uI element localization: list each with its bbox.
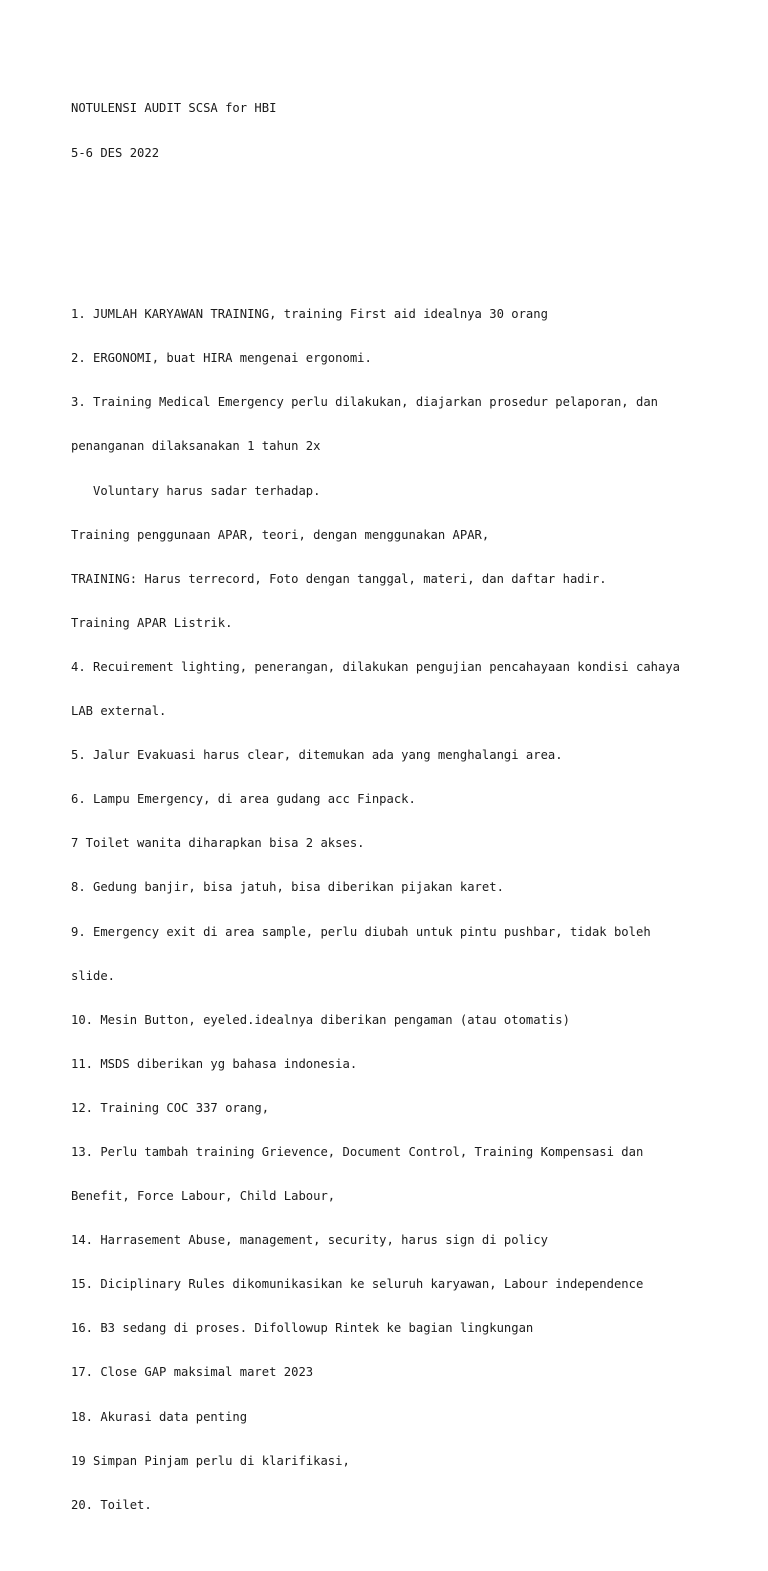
note-line: TRAINING: Harus terrecord, Foto dengan tanggal, materi, dan daftar hadir. [71, 571, 607, 586]
note-line: 10. Mesin Button, eyeled.idealnya diberikan pengaman (atau otomatis) [71, 1012, 570, 1027]
notes-list [71, 278, 731, 1542]
note-line: 8. Gedung banjir, bisa jatuh, bisa diberikan pijakan karet. [71, 880, 504, 895]
note-line: 11. MSDS diberikan yg bahasa indonesia. [71, 1056, 358, 1071]
note-line: Training penggunaan APAR, teori, dengan menggunakan APAR, [71, 527, 490, 542]
note-line: 9. Emergency exit di area sample, perlu diubah untuk pintu pushbar, tidak boleh [71, 924, 651, 939]
note-line: 4. Recuirement lighting, penerangan, dilakukan pengujian pencahayaan kondisi cahaya [71, 659, 681, 674]
note-line: 2. ERGONOMI, buat HIRA mengenai ergonomi. [71, 351, 372, 366]
note-line: 18. Akurasi data penting [71, 1409, 248, 1424]
note-line: Training APAR Listrik. [71, 615, 233, 630]
note-line: 13. Perlu tambah training Grievence, Document Control, Training Kompensasi dan [71, 1144, 644, 1159]
note-line: 20. Toilet. [71, 1497, 152, 1512]
document-title: NOTULENSI AUDIT SCSA for HBI [71, 101, 277, 116]
note-line: LAB external. [71, 704, 167, 719]
note-line: 17. Close GAP maksimal maret 2023 [71, 1365, 314, 1380]
document-body [71, 72, 731, 1571]
note-line: Benefit, Force Labour, Child Labour, [71, 1189, 336, 1204]
note-line: 1. JUMLAH KARYAWAN TRAINING, training First aid idealnya 30 orang [71, 307, 548, 322]
note-line: slide. [71, 968, 116, 983]
note-line: 19 Simpan Pinjam perlu di klarifikasi, [71, 1453, 350, 1468]
note-line: 6. Lampu Emergency, di area gudang acc Finpack. [71, 792, 416, 807]
note-line: Voluntary harus sadar terhadap. [71, 483, 321, 498]
note-line: 16. B3 sedang di proses. Difollowup Rintek ke bagian lingkungan [71, 1321, 534, 1336]
note-line: 12. Training COC 337 orang, [71, 1100, 270, 1115]
note-line: 5. Jalur Evakuasi harus clear, ditemukan ada yang menghalangi area. [71, 748, 563, 763]
blank-line [71, 190, 731, 205]
blank-line [71, 234, 731, 249]
document-date: 5-6 DES 2022 [71, 145, 160, 160]
note-line: 15. Diciplinary Rules dikomunikasikan ke seluruh karyawan, Labour independence [71, 1277, 644, 1292]
note-line: penanganan dilaksanakan 1 tahun 2x [71, 439, 321, 454]
note-line: 14. Harrasement Abuse, management, security, harus sign di policy [71, 1233, 548, 1248]
note-line: 7 Toilet wanita diharapkan bisa 2 akses. [71, 836, 365, 851]
note-line: 3. Training Medical Emergency perlu dilakukan, diajarkan prosedur pelaporan, dan [71, 395, 658, 410]
